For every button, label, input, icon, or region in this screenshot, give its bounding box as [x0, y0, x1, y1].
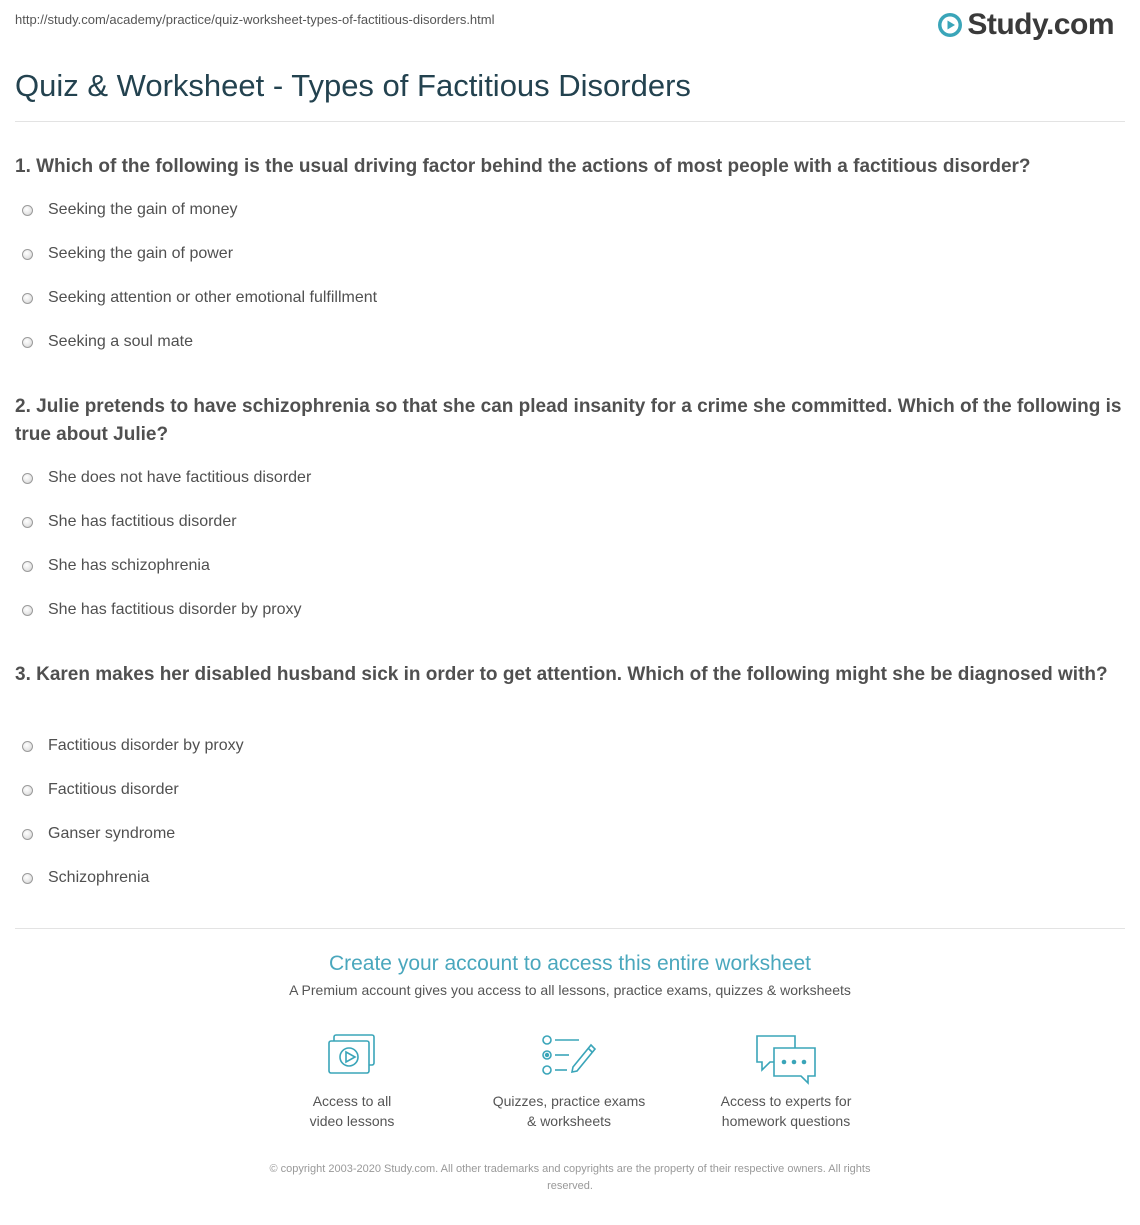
page-title: Quiz & Worksheet - Types of Factitious Disorders: [15, 68, 691, 103]
radio-button[interactable]: [22, 829, 33, 840]
content-divider: [15, 928, 1125, 929]
radio-button[interactable]: [22, 517, 33, 528]
copyright-notice: [210, 1161, 930, 1195]
question-2: 2. Julie pretends to have schizophrenia so that she can plead insanity for a crime she committed. Which of the following is true about Julie?: [15, 396, 1122, 445]
question-1: 1. Which of the following is the usual driving factor behind the actions of most people with a factitious disorder?: [15, 156, 1031, 177]
answer-label: Seeking attention or other emotional fulfillment: [48, 289, 378, 306]
chat-bubbles-icon: [754, 1033, 818, 1085]
radio-button[interactable]: [22, 785, 33, 796]
feature-quizzes: [469, 1033, 669, 1131]
feature-label-line1: Access to experts for: [720, 1093, 852, 1109]
question-3: 3. Karen makes her disabled husband sick in order to get attention. Which of the following might she be diagnosed with?: [15, 664, 1108, 685]
answer-option[interactable]: [22, 869, 149, 887]
header-divider: [15, 121, 1125, 122]
radio-button[interactable]: [22, 293, 33, 304]
answer-label: Schizophrenia: [48, 869, 150, 886]
answer-option[interactable]: [22, 333, 193, 351]
signup-cta-subtitle: A Premium account gives you access to all lessons, practice exams, quizzes & worksheets: [289, 982, 851, 998]
quiz-checklist-icon: [541, 1033, 597, 1077]
feature-label-line2: homework questions: [721, 1113, 851, 1129]
video-lessons-icon: [326, 1033, 378, 1077]
study-logo[interactable]: [937, 8, 1114, 42]
answer-label: Seeking the gain of money: [48, 201, 238, 218]
feature-label-line1: Access to all: [312, 1093, 392, 1109]
feature-label-line2: & worksheets: [526, 1113, 612, 1129]
answer-option[interactable]: [22, 557, 210, 575]
copyright-line2: reserved.: [547, 1180, 593, 1192]
answer-option[interactable]: [22, 201, 237, 219]
radio-button[interactable]: [22, 473, 33, 484]
answer-option[interactable]: [22, 513, 237, 531]
logo-text: Study.com: [967, 8, 1114, 41]
answer-option[interactable]: [22, 245, 233, 263]
answer-label: Factitious disorder by proxy: [48, 737, 244, 754]
answer-option[interactable]: [22, 601, 301, 619]
radio-button[interactable]: [22, 741, 33, 752]
radio-button[interactable]: [22, 561, 33, 572]
page-url: http://study.com/academy/practice/quiz-worksheet-types-of-factitious-disorders.html: [15, 12, 495, 27]
answer-label: She has factitious disorder by proxy: [48, 601, 302, 618]
feature-label-line1: Quizzes, practice exams: [492, 1093, 646, 1109]
answer-label: Ganser syndrome: [48, 825, 176, 842]
copyright-line1: © copyright 2003-2020 Study.com. All other trademarks and copyrights are the property of their respective owners. All rights: [269, 1163, 871, 1175]
feature-video-lessons: [252, 1033, 452, 1131]
answer-option[interactable]: [22, 289, 377, 307]
answer-label: She does not have factitious disorder: [48, 469, 312, 486]
answer-label: She has schizophrenia: [48, 557, 210, 574]
radio-button[interactable]: [22, 337, 33, 348]
feature-label-line2: video lessons: [309, 1113, 395, 1129]
radio-button[interactable]: [22, 249, 33, 260]
radio-button[interactable]: [22, 605, 33, 616]
answer-label: Seeking the gain of power: [48, 245, 234, 262]
answer-label: Factitious disorder: [48, 781, 179, 798]
answer-option[interactable]: [22, 825, 175, 843]
answer-label: She has factitious disorder: [48, 513, 237, 530]
answer-label: Seeking a soul mate: [48, 333, 193, 350]
radio-button[interactable]: [22, 205, 33, 216]
answer-option[interactable]: [22, 469, 311, 487]
feature-experts: [686, 1033, 886, 1131]
radio-button[interactable]: [22, 873, 33, 884]
answer-option[interactable]: [22, 737, 244, 755]
play-circle-icon: [937, 12, 963, 38]
answer-option[interactable]: [22, 781, 179, 799]
signup-cta-link[interactable]: Create your account to access this entire worksheet: [328, 952, 812, 975]
